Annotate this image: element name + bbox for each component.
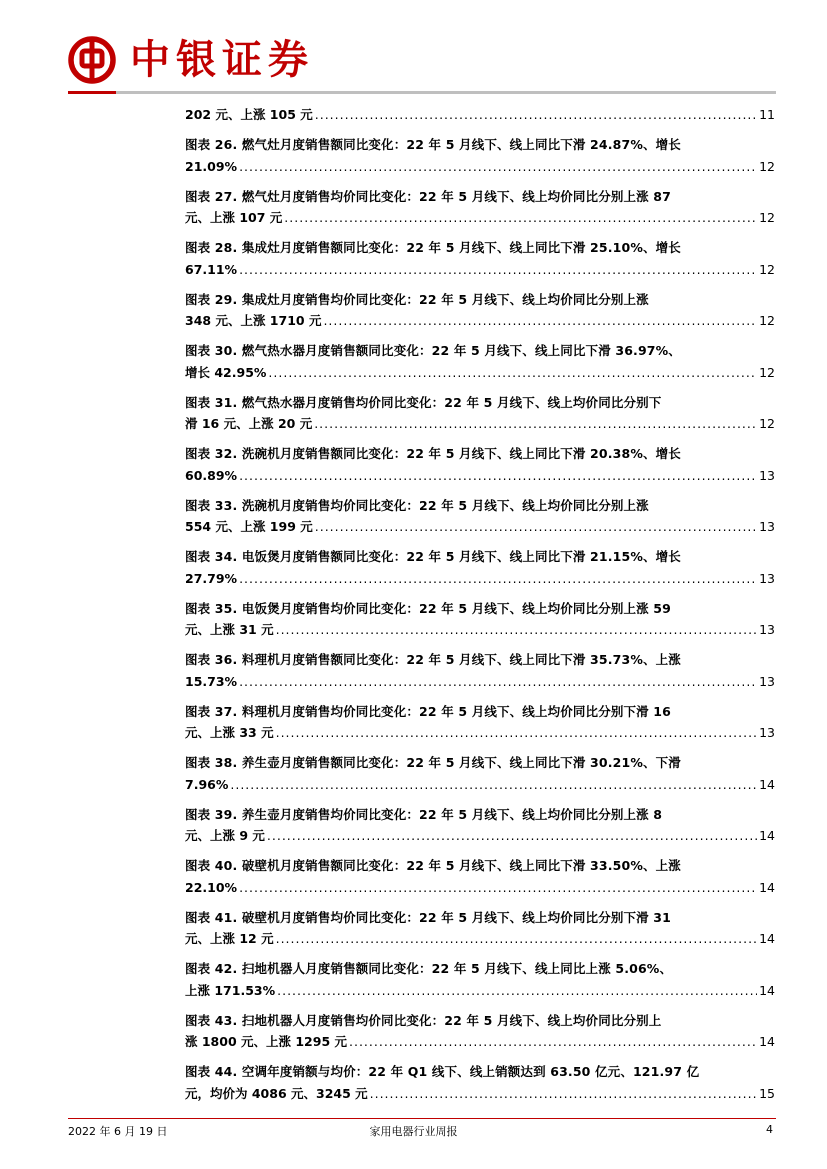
toc-entry-title-continued: 15.73% xyxy=(185,673,238,689)
toc-entry-title-continued: 202 元、上涨 105 元 xyxy=(185,107,313,122)
dot-leader xyxy=(230,774,757,796)
toc-entry-title: 图表 41. 破壁机月度销售均价同比变化：22 年 5 月线下、线上均价同比分别下滑 31 xyxy=(185,909,671,925)
toc-entry-title-continued: 元、上涨 33 元 xyxy=(185,725,274,740)
brand-name: 中银证券 xyxy=(130,36,314,83)
toc-entry-title-continued: 7.96% xyxy=(185,776,229,792)
toc-entry-title-continued: 348 元、上涨 1710 元 xyxy=(185,313,322,328)
toc-entry-title: 图表 39. 养生壶月度销售均价同比变化：22 年 5 月线下、线上均价同比分别上涨 8 xyxy=(185,806,663,822)
toc-entry-title-continued: 元，均价为 4086 元、3245 元 xyxy=(185,1085,368,1101)
toc-entry-title-continued: 21.09% xyxy=(185,158,238,174)
toc-entry-title-continued: 67.11% xyxy=(185,261,238,277)
toc-entry-title: 图表 33. 洗碗机月度销售均价同比变化：22 年 5 月线下、线上均价同比分别上涨 xyxy=(185,497,649,513)
toc-entry[interactable] xyxy=(185,443,775,486)
header-rule xyxy=(68,91,776,94)
dot-leader xyxy=(284,207,757,229)
header-rule-accent xyxy=(68,91,116,94)
toc-entry[interactable] xyxy=(185,546,775,589)
toc-entry-title: 图表 35. 电饭煲月度销售均价同比变化：22 年 5 月线下、线上均价同比分别上涨 59 xyxy=(185,600,671,616)
toc-entry-title-continued: 554 元、上涨 199 元 xyxy=(185,519,313,534)
page-header xyxy=(0,0,827,100)
dot-leader xyxy=(267,825,757,847)
toc-entry-title-continued: 滑 16 元、上涨 20 元 xyxy=(185,416,313,431)
toc-entry[interactable] xyxy=(185,958,775,1001)
toc-page-number: 11 xyxy=(759,107,775,122)
toc-page-number: 14 xyxy=(759,776,775,792)
toc-entry-title-continued: 元、上涨 107 元 xyxy=(185,210,283,225)
toc-entry-title: 图表 42. 扫地机器人月度销售额同比变化：22 年 5 月线下、线上同比上涨 5.06%、 xyxy=(185,961,673,976)
toc-entry-title-continued: 22.10% xyxy=(185,879,238,895)
dot-leader xyxy=(315,104,757,126)
toc-page-number: 13 xyxy=(759,622,775,637)
toc-entry-title: 图表 27. 燃气灶月度销售均价同比变化：22 年 5 月线下、线上均价同比分别上涨 87 xyxy=(185,188,671,204)
toc-page-number: 13 xyxy=(759,467,775,483)
dot-leader xyxy=(239,568,757,590)
toc-entry-title-continued: 元、上涨 12 元 xyxy=(185,931,274,946)
toc-entry[interactable] xyxy=(185,340,775,383)
toc-page-number: 12 xyxy=(759,210,775,225)
toc-page-number: 14 xyxy=(759,982,775,998)
toc-entry-title: 图表 38. 养生壶月度销售额同比变化：22 年 5 月线下、线上同比下滑 30.21%、下滑 xyxy=(185,755,681,770)
dot-leader xyxy=(323,310,757,332)
dot-leader xyxy=(370,1083,757,1105)
toc-entry[interactable] xyxy=(185,237,775,280)
dot-leader xyxy=(239,156,757,178)
toc-entry-title: 图表 40. 破壁机月度销售额同比变化：22 年 5 月线下、线上同比下滑 33.50%、上涨 xyxy=(185,858,681,873)
bank-of-china-logo-icon xyxy=(68,36,116,84)
toc-page-number: 14 xyxy=(759,931,775,946)
dot-leader xyxy=(268,362,757,384)
toc-entry-title-continued: 27.79% xyxy=(185,570,238,586)
toc-entry[interactable] xyxy=(185,495,775,538)
toc-page-number: 13 xyxy=(759,570,775,586)
dot-leader xyxy=(239,877,757,899)
toc-page-number: 14 xyxy=(759,879,775,895)
toc-entry-title: 图表 43. 扫地机器人月度销售均价同比变化：22 年 5 月线下、线上均价同比分别上 xyxy=(185,1012,662,1028)
toc-entry[interactable] xyxy=(185,701,775,744)
toc-entry-title: 图表 34. 电饭煲月度销售额同比变化：22 年 5 月线下、线上同比下滑 21.15%、增长 xyxy=(185,549,681,564)
toc-page-number: 13 xyxy=(759,519,775,534)
toc-entry[interactable] xyxy=(185,907,775,950)
dot-leader xyxy=(239,465,757,487)
toc-entry-title: 图表 44. 空调年度销额与均价：22 年 Q1 线下、线上销额达到 63.50 亿元、121.97 亿 xyxy=(185,1064,700,1079)
dot-leader xyxy=(276,928,757,950)
toc-entry[interactable] xyxy=(185,289,775,332)
dot-leader xyxy=(314,413,757,435)
toc-entry-title: 图表 26. 燃气灶月度销售额同比变化：22 年 5 月线下、线上同比下滑 24.87%、增长 xyxy=(185,137,681,152)
dot-leader xyxy=(239,671,757,693)
toc-entry-title: 图表 37. 料理机月度销售均价同比变化：22 年 5 月线下、线上均价同比分别下滑 16 xyxy=(185,703,671,719)
toc-entry[interactable] xyxy=(185,1010,775,1053)
toc-entry-title-continued: 60.89% xyxy=(185,467,238,483)
toc-entry-title: 图表 31. 燃气热水器月度销售均价同比变化：22 年 5 月线下、线上均价同比分别下 xyxy=(185,394,662,410)
toc-entry-title: 图表 36. 料理机月度销售额同比变化：22 年 5 月线下、线上同比下滑 35.73%、上涨 xyxy=(185,652,681,667)
toc-entry[interactable] xyxy=(185,104,775,126)
toc-page-number: 14 xyxy=(759,1034,775,1049)
toc-entry[interactable] xyxy=(185,649,775,692)
table-of-figures xyxy=(185,104,775,1113)
footer-rule xyxy=(68,1118,776,1119)
toc-entry-title-continued: 上涨 171.53% xyxy=(185,982,276,998)
dot-leader xyxy=(315,516,757,538)
toc-entry-title-continued: 涨 1800 元、上涨 1295 元 xyxy=(185,1034,347,1049)
toc-entry-title-continued: 增长 42.95% xyxy=(185,364,267,380)
toc-entry[interactable] xyxy=(185,134,775,177)
toc-page-number: 12 xyxy=(759,416,775,431)
toc-entry[interactable] xyxy=(185,1061,775,1104)
toc-entry-title: 图表 32. 洗碗机月度销售额同比变化：22 年 5 月线下、线上同比下滑 20.38%、增长 xyxy=(185,446,681,461)
toc-page-number: 15 xyxy=(759,1085,775,1101)
toc-entry[interactable] xyxy=(185,186,775,229)
toc-page-number: 13 xyxy=(759,673,775,689)
footer-page-number: 4 xyxy=(766,1123,773,1136)
footer-title: 家用电器行业周报 xyxy=(369,1125,458,1138)
toc-entry[interactable] xyxy=(185,392,775,435)
dot-leader xyxy=(277,980,757,1002)
toc-entry-title: 图表 28. 集成灶月度销售额同比变化：22 年 5 月线下、线上同比下滑 25.10%、增长 xyxy=(185,240,681,255)
dot-leader xyxy=(349,1031,757,1053)
toc-page-number: 14 xyxy=(759,828,775,843)
toc-entry-title-continued: 元、上涨 9 元 xyxy=(185,828,265,843)
toc-entry[interactable] xyxy=(185,598,775,641)
toc-page-number: 12 xyxy=(759,364,775,380)
toc-entry[interactable] xyxy=(185,752,775,795)
footer-date: 2022 年 6 月 19 日 xyxy=(68,1125,168,1138)
toc-entry-title-continued: 元、上涨 31 元 xyxy=(185,622,274,637)
dot-leader xyxy=(276,722,757,744)
toc-entry[interactable] xyxy=(185,855,775,898)
dot-leader xyxy=(239,259,757,281)
toc-page-number: 12 xyxy=(759,261,775,277)
dot-leader xyxy=(276,619,757,641)
toc-page-number: 12 xyxy=(759,313,775,328)
toc-entry-title: 图表 29. 集成灶月度销售均价同比变化：22 年 5 月线下、线上均价同比分别上涨 xyxy=(185,291,649,307)
toc-entry[interactable] xyxy=(185,804,775,847)
toc-entry-title: 图表 30. 燃气热水器月度销售额同比变化：22 年 5 月线下、线上同比下滑 36.97%、 xyxy=(185,343,681,358)
toc-page-number: 12 xyxy=(759,158,775,174)
toc-page-number: 13 xyxy=(759,725,775,740)
